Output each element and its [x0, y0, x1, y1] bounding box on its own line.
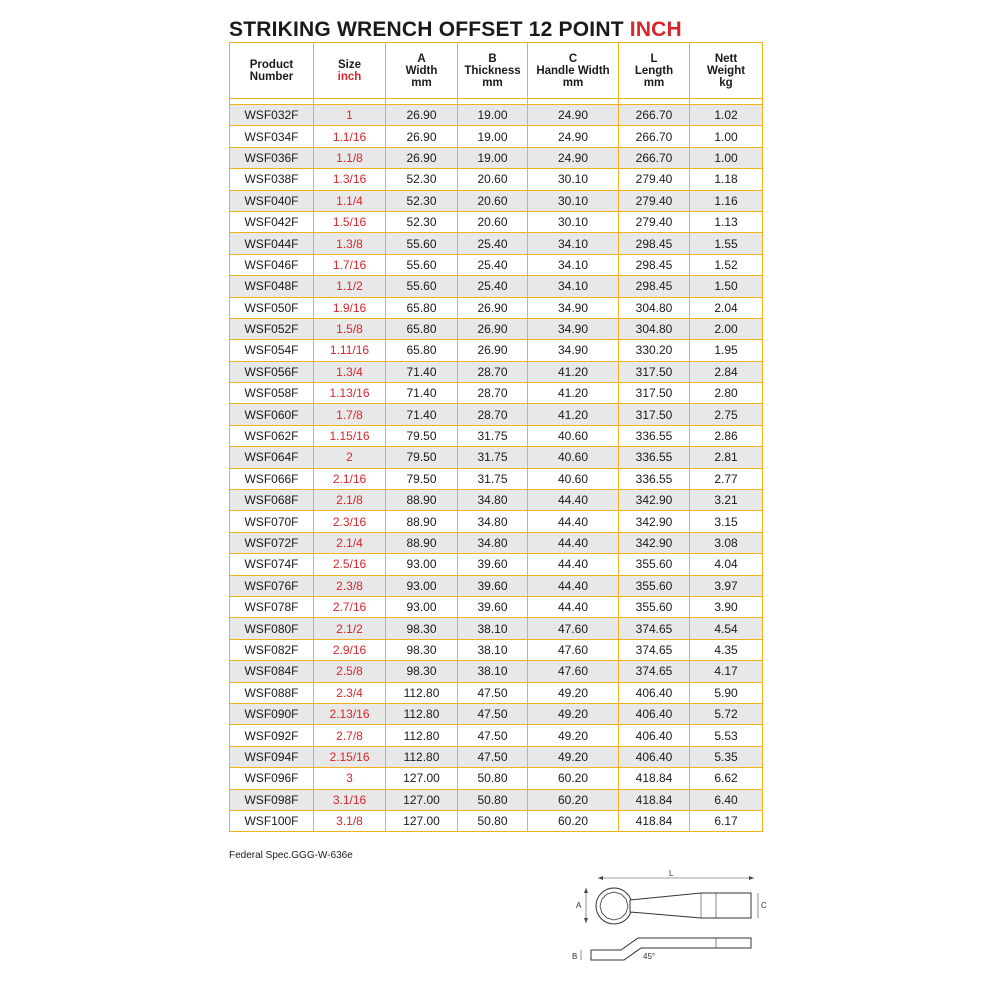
wrench-side-view — [591, 938, 751, 960]
weight-cell: 1.55 — [690, 233, 763, 254]
width-cell: 88.90 — [386, 511, 458, 532]
size-cell: 2.13/16 — [314, 703, 386, 724]
product-number-cell: WSF052F — [230, 318, 314, 339]
length-cell: 317.50 — [619, 404, 690, 425]
table-row — [230, 490, 763, 511]
width-cell: 65.80 — [386, 297, 458, 318]
table-row — [230, 639, 763, 660]
size-cell: 2.9/16 — [314, 639, 386, 660]
thickness-cell: 31.75 — [458, 447, 528, 468]
weight-cell: 1.02 — [690, 105, 763, 126]
product-number-cell: WSF056F — [230, 361, 314, 382]
thickness-cell: 19.00 — [458, 147, 528, 168]
length-cell: 298.45 — [619, 233, 690, 254]
handle-width-cell: 34.10 — [528, 276, 619, 297]
product-number-cell: WSF062F — [230, 425, 314, 446]
handle-width-cell: 30.10 — [528, 211, 619, 232]
thickness-cell: 28.70 — [458, 383, 528, 404]
width-cell: 93.00 — [386, 575, 458, 596]
table-row — [230, 276, 763, 297]
handle-width-cell: 44.40 — [528, 596, 619, 617]
weight-cell: 2.81 — [690, 447, 763, 468]
product-number-cell: WSF080F — [230, 618, 314, 639]
size-cell: 2.3/16 — [314, 511, 386, 532]
thickness-cell: 47.50 — [458, 703, 528, 724]
length-cell: 406.40 — [619, 682, 690, 703]
product-number-cell: WSF096F — [230, 768, 314, 789]
length-arrow-right — [749, 876, 754, 880]
weight-cell: 2.80 — [690, 383, 763, 404]
width-cell: 79.50 — [386, 468, 458, 489]
handle-width-cell: 49.20 — [528, 746, 619, 767]
page-title — [229, 18, 682, 42]
table-row — [230, 318, 763, 339]
weight-cell: 1.13 — [690, 211, 763, 232]
table-row — [230, 596, 763, 617]
width-cell: 26.90 — [386, 147, 458, 168]
thickness-cell: 25.40 — [458, 276, 528, 297]
header-handle-width: C Handle Width mm — [528, 43, 619, 99]
thickness-cell: 25.40 — [458, 254, 528, 275]
size-cell: 2 — [314, 447, 386, 468]
size-cell: 3.1/16 — [314, 789, 386, 810]
size-cell: 3.1/8 — [314, 810, 386, 831]
spec-table — [229, 42, 763, 832]
table-row — [230, 746, 763, 767]
length-cell: 374.65 — [619, 639, 690, 660]
thickness-cell: 38.10 — [458, 618, 528, 639]
size-cell: 1.1/8 — [314, 147, 386, 168]
size-cell: 1.5/16 — [314, 211, 386, 232]
size-cell: 2.1/4 — [314, 532, 386, 553]
weight-cell: 2.86 — [690, 425, 763, 446]
label-c: C — [761, 901, 767, 910]
header-length: L Length mm — [619, 43, 690, 99]
thickness-cell: 50.80 — [458, 768, 528, 789]
width-cell: 65.80 — [386, 318, 458, 339]
weight-cell: 4.35 — [690, 639, 763, 660]
weight-cell: 1.52 — [690, 254, 763, 275]
table-row — [230, 147, 763, 168]
table-row — [230, 233, 763, 254]
title-main: STRIKING WRENCH OFFSET 12 POINT — [229, 18, 624, 41]
handle-width-cell: 47.60 — [528, 639, 619, 660]
length-arrow-left — [598, 876, 603, 880]
size-cell: 1.1/16 — [314, 126, 386, 147]
thickness-cell: 34.80 — [458, 490, 528, 511]
width-cell: 55.60 — [386, 254, 458, 275]
thickness-cell: 47.50 — [458, 682, 528, 703]
weight-cell: 3.21 — [690, 490, 763, 511]
table-row — [230, 703, 763, 724]
product-number-cell: WSF050F — [230, 297, 314, 318]
length-cell: 418.84 — [619, 768, 690, 789]
product-number-cell: WSF078F — [230, 596, 314, 617]
product-number-cell: WSF036F — [230, 147, 314, 168]
size-cell: 1.15/16 — [314, 425, 386, 446]
handle-width-cell: 41.20 — [528, 404, 619, 425]
width-cell: 55.60 — [386, 233, 458, 254]
size-cell: 2.1/8 — [314, 490, 386, 511]
length-cell: 336.55 — [619, 447, 690, 468]
handle-width-cell: 47.60 — [528, 618, 619, 639]
size-cell: 1.3/4 — [314, 361, 386, 382]
weight-cell: 5.53 — [690, 725, 763, 746]
product-number-cell: WSF074F — [230, 554, 314, 575]
table-header-row — [230, 43, 763, 99]
table-row — [230, 725, 763, 746]
width-cell: 26.90 — [386, 126, 458, 147]
header-width: A Width mm — [386, 43, 458, 99]
table-row — [230, 169, 763, 190]
table-row — [230, 126, 763, 147]
product-number-cell: WSF032F — [230, 105, 314, 126]
product-number-cell: WSF098F — [230, 789, 314, 810]
handle-width-cell: 49.20 — [528, 682, 619, 703]
weight-cell: 5.35 — [690, 746, 763, 767]
size-cell: 1.1/4 — [314, 190, 386, 211]
title-accent: INCH — [629, 18, 682, 41]
label-a: A — [576, 901, 582, 910]
weight-cell: 6.62 — [690, 768, 763, 789]
handle-width-cell: 60.20 — [528, 789, 619, 810]
thickness-cell: 38.10 — [458, 639, 528, 660]
length-cell: 342.90 — [619, 532, 690, 553]
table-row — [230, 447, 763, 468]
product-number-cell: WSF066F — [230, 468, 314, 489]
table-row — [230, 810, 763, 831]
handle-width-cell: 41.20 — [528, 361, 619, 382]
length-cell: 298.45 — [619, 276, 690, 297]
size-cell: 2.7/16 — [314, 596, 386, 617]
handle-width-cell: 40.60 — [528, 425, 619, 446]
weight-cell: 5.90 — [690, 682, 763, 703]
table-row — [230, 554, 763, 575]
width-cell: 127.00 — [386, 789, 458, 810]
length-cell: 266.70 — [619, 126, 690, 147]
length-cell: 317.50 — [619, 383, 690, 404]
header-weight: Nett Weight kg — [690, 43, 763, 99]
product-number-cell: WSF068F — [230, 490, 314, 511]
handle-width-cell: 41.20 — [528, 383, 619, 404]
length-cell: 418.84 — [619, 810, 690, 831]
product-number-cell: WSF064F — [230, 447, 314, 468]
handle-width-cell: 30.10 — [528, 190, 619, 211]
weight-cell: 1.16 — [690, 190, 763, 211]
handle-width-cell: 40.60 — [528, 468, 619, 489]
wrench-handle — [630, 893, 751, 918]
length-cell: 355.60 — [619, 575, 690, 596]
weight-cell: 2.84 — [690, 361, 763, 382]
size-cell: 1.9/16 — [314, 297, 386, 318]
length-cell: 374.65 — [619, 618, 690, 639]
handle-width-cell: 60.20 — [528, 810, 619, 831]
product-number-cell: WSF034F — [230, 126, 314, 147]
handle-width-cell: 44.40 — [528, 511, 619, 532]
handle-width-cell: 44.40 — [528, 532, 619, 553]
weight-cell: 2.00 — [690, 318, 763, 339]
table-row — [230, 105, 763, 126]
thickness-cell: 31.75 — [458, 425, 528, 446]
handle-width-cell: 60.20 — [528, 768, 619, 789]
weight-cell: 1.18 — [690, 169, 763, 190]
product-number-cell: WSF084F — [230, 661, 314, 682]
weight-cell: 5.72 — [690, 703, 763, 724]
table-row — [230, 190, 763, 211]
handle-width-cell: 34.10 — [528, 233, 619, 254]
product-number-cell: WSF042F — [230, 211, 314, 232]
width-cell: 55.60 — [386, 276, 458, 297]
label-angle: 45° — [643, 952, 656, 961]
thickness-cell: 47.50 — [458, 746, 528, 767]
size-cell: 2.3/8 — [314, 575, 386, 596]
width-cell: 98.30 — [386, 618, 458, 639]
length-cell: 304.80 — [619, 297, 690, 318]
table-row — [230, 297, 763, 318]
handle-width-cell: 34.90 — [528, 318, 619, 339]
table-row — [230, 618, 763, 639]
size-cell: 2.3/4 — [314, 682, 386, 703]
length-cell: 374.65 — [619, 661, 690, 682]
product-number-cell: WSF040F — [230, 190, 314, 211]
length-cell: 355.60 — [619, 596, 690, 617]
length-cell: 418.84 — [619, 789, 690, 810]
thickness-cell: 39.60 — [458, 596, 528, 617]
weight-cell: 2.77 — [690, 468, 763, 489]
width-cell: 79.50 — [386, 447, 458, 468]
size-cell: 2.15/16 — [314, 746, 386, 767]
table-row — [230, 254, 763, 275]
width-cell: 71.40 — [386, 404, 458, 425]
table-row — [230, 404, 763, 425]
weight-cell: 4.54 — [690, 618, 763, 639]
length-cell: 304.80 — [619, 318, 690, 339]
weight-cell: 3.90 — [690, 596, 763, 617]
width-cell: 127.00 — [386, 810, 458, 831]
width-cell: 71.40 — [386, 383, 458, 404]
size-cell: 1.5/8 — [314, 318, 386, 339]
handle-width-cell: 44.40 — [528, 554, 619, 575]
product-number-cell: WSF092F — [230, 725, 314, 746]
length-cell: 355.60 — [619, 554, 690, 575]
width-cell: 112.80 — [386, 703, 458, 724]
thickness-cell: 28.70 — [458, 404, 528, 425]
handle-width-cell: 24.90 — [528, 126, 619, 147]
thickness-cell: 50.80 — [458, 789, 528, 810]
thickness-cell: 34.80 — [458, 532, 528, 553]
size-cell: 2.1/2 — [314, 618, 386, 639]
size-cell: 1.1/2 — [314, 276, 386, 297]
thickness-cell: 28.70 — [458, 361, 528, 382]
product-number-cell: WSF076F — [230, 575, 314, 596]
width-cell: 65.80 — [386, 340, 458, 361]
product-number-cell: WSF044F — [230, 233, 314, 254]
weight-cell: 2.75 — [690, 404, 763, 425]
thickness-cell: 26.90 — [458, 340, 528, 361]
length-cell: 406.40 — [619, 703, 690, 724]
handle-width-cell: 34.10 — [528, 254, 619, 275]
size-cell: 2.1/16 — [314, 468, 386, 489]
length-cell: 266.70 — [619, 147, 690, 168]
length-cell: 406.40 — [619, 725, 690, 746]
product-number-cell: WSF060F — [230, 404, 314, 425]
width-cell: 71.40 — [386, 361, 458, 382]
width-cell: 112.80 — [386, 682, 458, 703]
table-row — [230, 575, 763, 596]
thickness-cell: 25.40 — [458, 233, 528, 254]
handle-width-cell: 24.90 — [528, 105, 619, 126]
width-cell: 112.80 — [386, 746, 458, 767]
thickness-cell: 26.90 — [458, 297, 528, 318]
table-row — [230, 532, 763, 553]
product-number-cell: WSF046F — [230, 254, 314, 275]
width-cell: 98.30 — [386, 661, 458, 682]
weight-cell: 4.04 — [690, 554, 763, 575]
handle-width-cell: 34.90 — [528, 297, 619, 318]
table-row — [230, 468, 763, 489]
thickness-cell: 39.60 — [458, 575, 528, 596]
thickness-cell: 26.90 — [458, 318, 528, 339]
table-row — [230, 768, 763, 789]
width-cell: 127.00 — [386, 768, 458, 789]
product-number-cell: WSF094F — [230, 746, 314, 767]
thickness-cell: 20.60 — [458, 169, 528, 190]
thickness-cell: 20.60 — [458, 190, 528, 211]
width-cell: 79.50 — [386, 425, 458, 446]
thickness-cell: 39.60 — [458, 554, 528, 575]
product-number-cell: WSF100F — [230, 810, 314, 831]
weight-cell: 1.50 — [690, 276, 763, 297]
width-cell: 52.30 — [386, 190, 458, 211]
handle-width-cell: 24.90 — [528, 147, 619, 168]
thickness-cell: 50.80 — [458, 810, 528, 831]
width-cell: 98.30 — [386, 639, 458, 660]
table-row — [230, 682, 763, 703]
header-thickness: B Thickness mm — [458, 43, 528, 99]
size-cell: 1.3/16 — [314, 169, 386, 190]
length-cell: 279.40 — [619, 190, 690, 211]
thickness-cell: 19.00 — [458, 105, 528, 126]
length-cell: 330.20 — [619, 340, 690, 361]
weight-cell: 2.04 — [690, 297, 763, 318]
weight-cell: 3.97 — [690, 575, 763, 596]
length-cell: 406.40 — [619, 746, 690, 767]
label-l: L — [669, 869, 674, 878]
table-body — [230, 99, 763, 832]
thickness-cell: 34.80 — [458, 511, 528, 532]
handle-width-cell: 30.10 — [528, 169, 619, 190]
handle-width-cell: 49.20 — [528, 725, 619, 746]
wrench-dimension-diagram — [566, 868, 776, 968]
thickness-cell: 19.00 — [458, 126, 528, 147]
size-cell: 1.7/16 — [314, 254, 386, 275]
length-cell: 317.50 — [619, 361, 690, 382]
thickness-cell: 31.75 — [458, 468, 528, 489]
product-number-cell: WSF090F — [230, 703, 314, 724]
length-cell: 298.45 — [619, 254, 690, 275]
product-number-cell: WSF072F — [230, 532, 314, 553]
length-cell: 266.70 — [619, 105, 690, 126]
table-row — [230, 383, 763, 404]
table-row — [230, 661, 763, 682]
thickness-cell: 20.60 — [458, 211, 528, 232]
thickness-cell: 38.10 — [458, 661, 528, 682]
weight-cell: 1.00 — [690, 126, 763, 147]
size-cell: 3 — [314, 768, 386, 789]
width-cell: 26.90 — [386, 105, 458, 126]
weight-cell: 3.08 — [690, 532, 763, 553]
size-cell: 2.7/8 — [314, 725, 386, 746]
length-cell: 279.40 — [619, 169, 690, 190]
width-cell: 93.00 — [386, 554, 458, 575]
weight-cell: 6.40 — [690, 789, 763, 810]
width-cell: 93.00 — [386, 596, 458, 617]
table-row — [230, 340, 763, 361]
weight-cell: 1.00 — [690, 147, 763, 168]
width-cell: 112.80 — [386, 725, 458, 746]
width-cell: 88.90 — [386, 490, 458, 511]
size-cell: 2.5/16 — [314, 554, 386, 575]
table-row — [230, 789, 763, 810]
handle-width-cell: 44.40 — [528, 490, 619, 511]
weight-cell: 3.15 — [690, 511, 763, 532]
product-number-cell: WSF082F — [230, 639, 314, 660]
length-cell: 279.40 — [619, 211, 690, 232]
table-row — [230, 425, 763, 446]
table-row — [230, 511, 763, 532]
header-product-number: Product Number — [230, 43, 314, 99]
header-size: Size inch — [314, 43, 386, 99]
length-cell: 342.90 — [619, 511, 690, 532]
weight-cell: 1.95 — [690, 340, 763, 361]
thickness-cell: 47.50 — [458, 725, 528, 746]
length-cell: 336.55 — [619, 425, 690, 446]
size-cell: 1.11/16 — [314, 340, 386, 361]
width-cell: 52.30 — [386, 211, 458, 232]
product-number-cell: WSF070F — [230, 511, 314, 532]
product-number-cell: WSF038F — [230, 169, 314, 190]
table-row — [230, 361, 763, 382]
product-number-cell: WSF048F — [230, 276, 314, 297]
size-cell: 1.13/16 — [314, 383, 386, 404]
weight-cell: 4.17 — [690, 661, 763, 682]
product-number-cell: WSF088F — [230, 682, 314, 703]
product-number-cell: WSF058F — [230, 383, 314, 404]
federal-spec-note: Federal Spec.GGG-W-636e — [229, 850, 353, 861]
handle-width-cell: 44.40 — [528, 575, 619, 596]
width-cell: 52.30 — [386, 169, 458, 190]
handle-width-cell: 34.90 — [528, 340, 619, 361]
width-cell: 88.90 — [386, 532, 458, 553]
table-row — [230, 211, 763, 232]
product-number-cell: WSF054F — [230, 340, 314, 361]
size-cell: 1.3/8 — [314, 233, 386, 254]
weight-cell: 6.17 — [690, 810, 763, 831]
handle-width-cell: 40.60 — [528, 447, 619, 468]
size-cell: 1 — [314, 105, 386, 126]
handle-width-cell: 47.60 — [528, 661, 619, 682]
size-cell: 1.7/8 — [314, 404, 386, 425]
length-cell: 336.55 — [619, 468, 690, 489]
size-cell: 2.5/8 — [314, 661, 386, 682]
label-b: B — [572, 952, 578, 961]
handle-width-cell: 49.20 — [528, 703, 619, 724]
length-cell: 342.90 — [619, 490, 690, 511]
